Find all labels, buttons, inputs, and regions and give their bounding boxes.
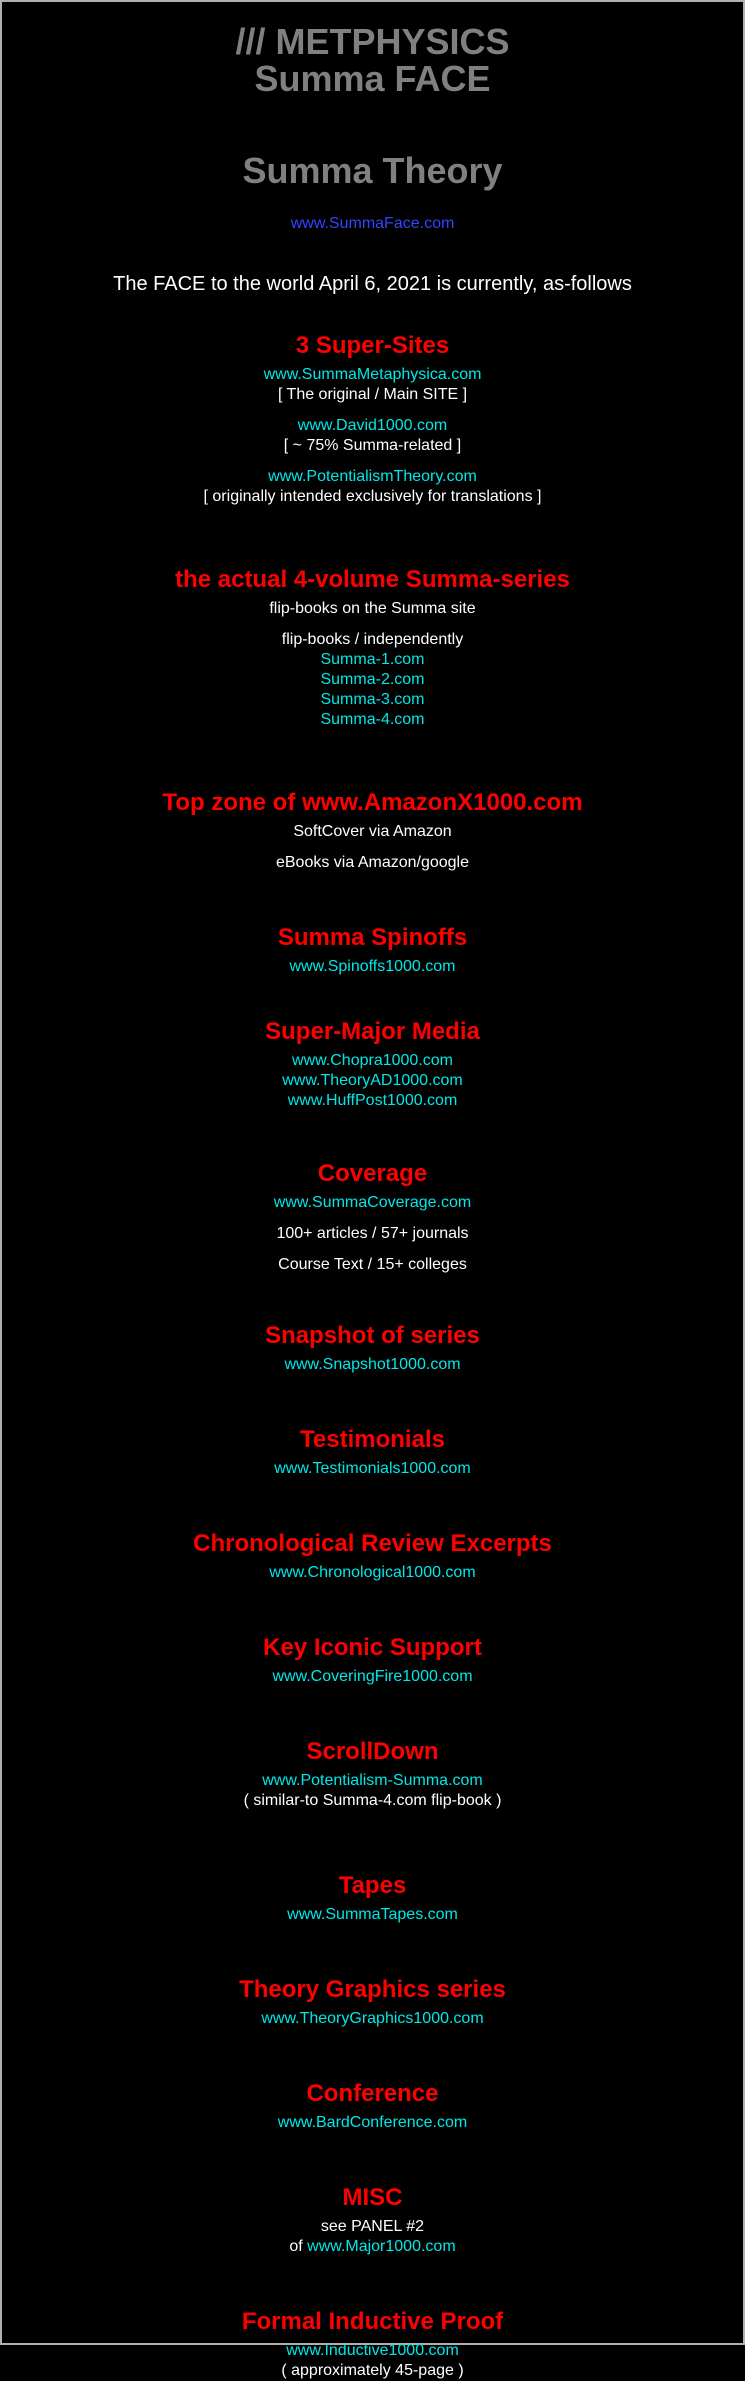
section-title-super-sites: 3 Super-Sites <box>295 332 450 359</box>
intro-text: The FACE to the world April 6, 2021 is currently, as-follows <box>113 273 632 295</box>
section-title-conference: Conference <box>306 2080 439 2107</box>
summaface-link[interactable]: www.SummaFace.com <box>290 215 455 232</box>
section-spinoffs <box>2 923 743 977</box>
section-coverage <box>2 1159 743 1275</box>
section-title-misc: MISC <box>342 2184 403 2211</box>
section-title-coverage: Coverage <box>317 1160 428 1187</box>
theorygraphics1000-link[interactable]: www.TheoryGraphics1000.com <box>261 2010 484 2027</box>
summametaphysica-link[interactable]: www.SummaMetaphysica.com <box>263 366 482 383</box>
coveringfire1000-link[interactable]: www.CoveringFire1000.com <box>272 1668 473 1685</box>
testimonials1000-link[interactable]: www.Testimonials1000.com <box>274 1460 471 1477</box>
articles-journals-text: 100+ articles / 57+ journals <box>276 1225 469 1242</box>
major1000-line <box>2 2237 743 2257</box>
david1000-note: [ ~ 75% Summa-related ] <box>283 437 462 454</box>
major1000-link[interactable]: www.Major1000.com <box>307 2238 456 2255</box>
section-conference <box>2 2079 743 2133</box>
chronological1000-link[interactable]: www.Chronological1000.com <box>269 1564 476 1581</box>
header-line-summa-face: Summa FACE <box>254 58 491 99</box>
section-title-scrolldown: ScrollDown <box>306 1738 439 1765</box>
section-super-sites <box>2 331 743 507</box>
bardconference-link[interactable]: www.BardConference.com <box>277 2114 468 2131</box>
david1000-link[interactable]: www.David1000.com <box>297 417 448 434</box>
section-testimonials <box>2 1425 743 1479</box>
section-title-chronological: Chronological Review Excerpts <box>193 1530 552 1557</box>
section-title-spinoffs: Summa Spinoffs <box>277 924 468 951</box>
section-theory-graphics <box>2 1975 743 2029</box>
section-title-testimonials: Testimonials <box>300 1426 445 1453</box>
flipbooks-independent-text: flip-books / independently <box>281 631 464 648</box>
inductive1000-link[interactable]: www.Inductive1000.com <box>286 2342 459 2359</box>
section-chronological <box>2 1529 743 1583</box>
summametaphysica-note: [ The original / Main SITE ] <box>277 386 468 403</box>
summa-2-link[interactable]: Summa-2.com <box>320 671 425 688</box>
section-title-tapes: Tapes <box>338 1872 407 1899</box>
potentialismtheory-note: [ originally intended exclusively for translations ] <box>203 488 542 505</box>
softcover-text: SoftCover via Amazon <box>293 823 452 840</box>
section-misc <box>2 2183 743 2257</box>
header-line-summa-theory: Summa Theory <box>242 150 503 191</box>
section-title-summa-series: the actual 4-volume Summa-series <box>175 566 570 593</box>
section-snapshot <box>2 1321 743 1375</box>
summacoverage-link[interactable]: www.SummaCoverage.com <box>273 1194 472 1211</box>
section-iconic-support <box>2 1633 743 1687</box>
summatapes-link[interactable]: www.SummaTapes.com <box>287 1906 458 1923</box>
section-amazon <box>2 788 743 873</box>
section-inductive-proof <box>2 2307 743 2381</box>
snapshot1000-link[interactable]: www.Snapshot1000.com <box>284 1356 461 1373</box>
spinoffs1000-link[interactable]: www.Spinoffs1000.com <box>289 958 456 975</box>
section-tapes <box>2 1871 743 1925</box>
ebooks-text: eBooks via Amazon/google <box>275 854 469 871</box>
chopra1000-link[interactable]: www.Chopra1000.com <box>292 1052 453 1069</box>
summa-3-link[interactable]: Summa-3.com <box>320 691 425 708</box>
summa-4-link[interactable]: Summa-4.com <box>320 711 425 728</box>
potentialism-summa-link[interactable]: www.Potentialism-Summa.com <box>262 1772 483 1789</box>
inductive-proof-note: ( approximately 45-page ) <box>281 2362 464 2379</box>
section-media <box>2 1017 743 1111</box>
section-title-iconic-support: Key Iconic Support <box>263 1634 482 1661</box>
header-line-metaphysics: /// METPHYSICS <box>235 21 510 62</box>
flipbooks-summa-site-text: flip-books on the Summa site <box>269 600 476 617</box>
scrolldown-note: ( similar-to Summa-4.com flip-book ) <box>243 1792 502 1809</box>
section-summa-series <box>2 565 743 730</box>
huffpost1000-link[interactable]: www.HuffPost1000.com <box>287 1092 458 1109</box>
section-title-media: Super-Major Media <box>265 1018 480 1045</box>
section-title-theory-graphics: Theory Graphics series <box>239 1976 506 2003</box>
see-panel-text: see PANEL #2 <box>320 2218 425 2235</box>
section-title-snapshot: Snapshot of series <box>265 1322 480 1349</box>
section-scrolldown <box>2 1737 743 1811</box>
section-title-inductive-proof: Formal Inductive Proof <box>241 2308 504 2335</box>
of-prefix-text: of <box>289 2238 308 2255</box>
section-title-amazon: Top zone of www.AmazonX1000.com <box>162 789 583 816</box>
summa-1-link[interactable]: Summa-1.com <box>320 651 425 668</box>
course-text-colleges-text: Course Text / 15+ colleges <box>278 1256 467 1273</box>
potentialismtheory-link[interactable]: www.PotentialismTheory.com <box>268 468 477 485</box>
theoryad1000-link[interactable]: www.TheoryAD1000.com <box>282 1072 463 1089</box>
